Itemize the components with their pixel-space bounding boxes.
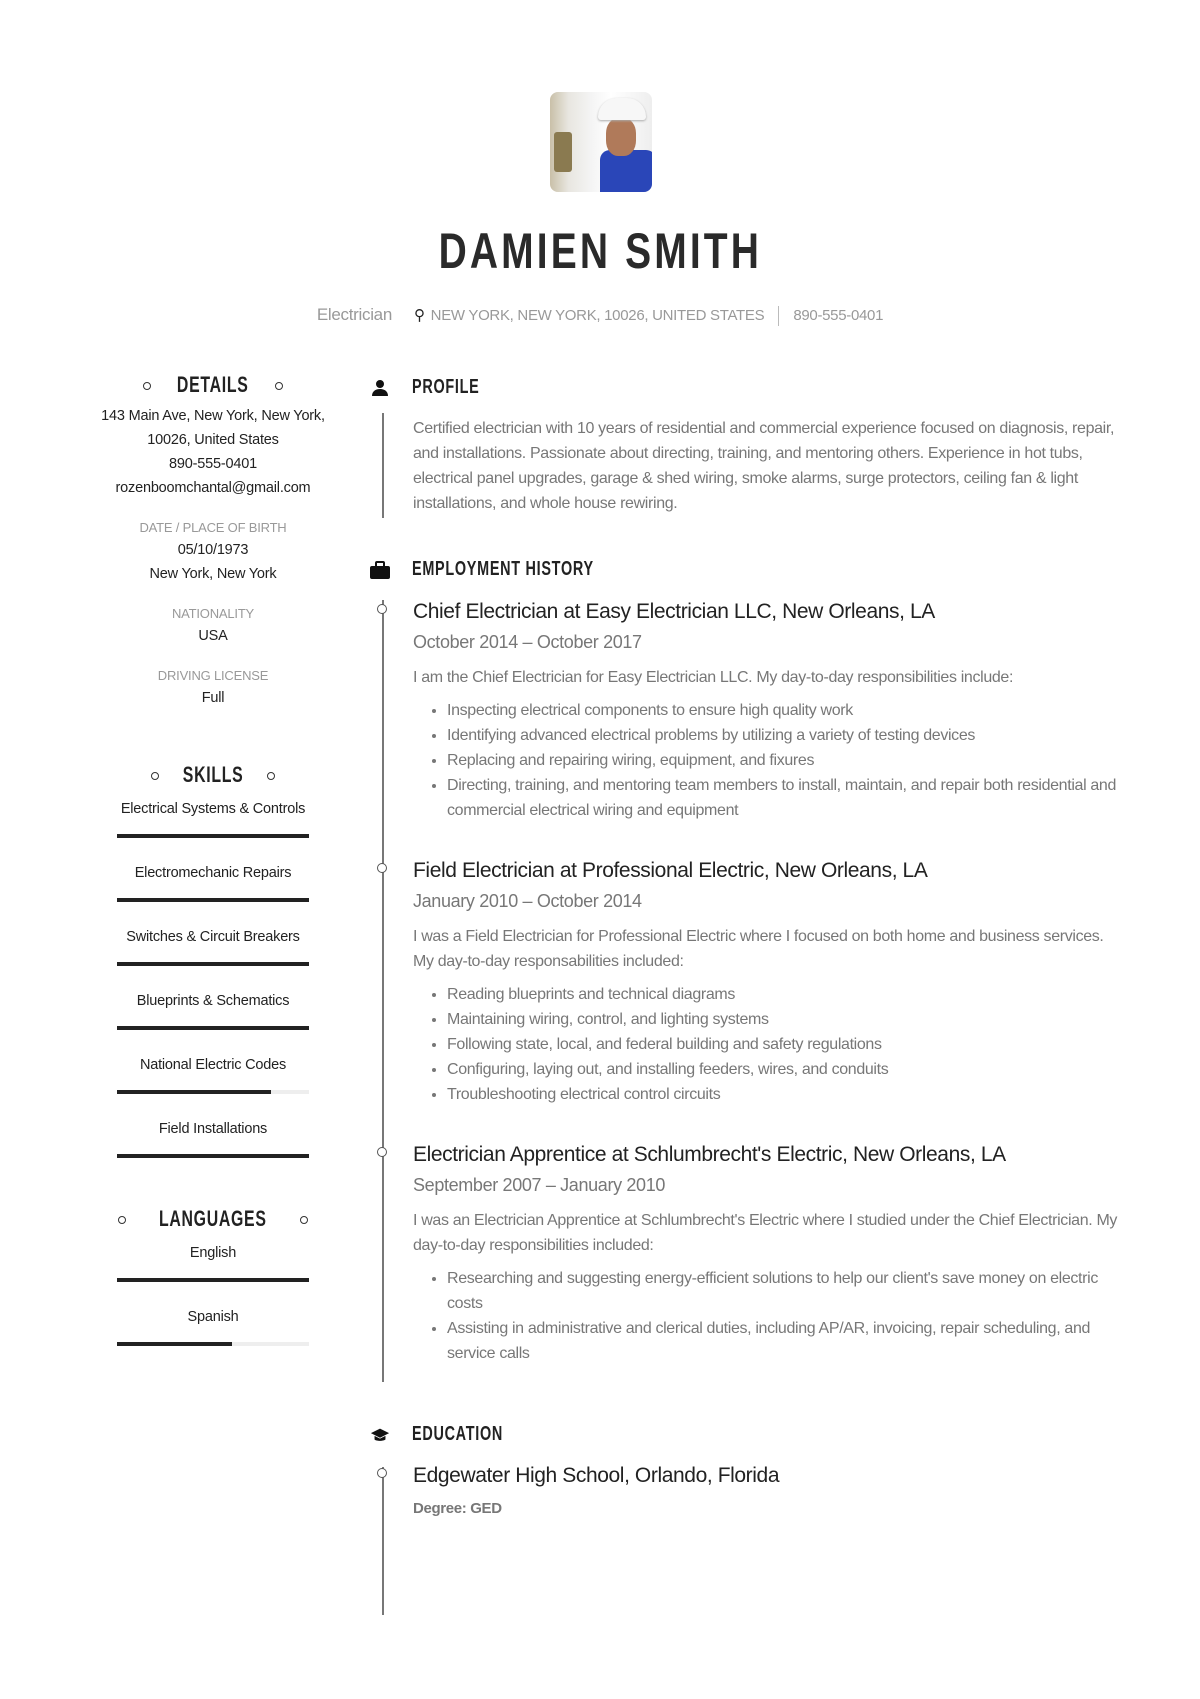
skills-heading: SKILLS (88, 762, 338, 788)
job-title: Field Electrician at Professional Electric, New Orleans, LA (413, 857, 1118, 885)
skill-item (88, 798, 338, 838)
level-fill (117, 898, 309, 902)
location-pin-icon: ⚲ (413, 307, 425, 324)
job-title: Electrician Apprentice at Schlumbrecht's Electric, New Orleans, LA (413, 1141, 1118, 1169)
candidate-name: DAMIEN SMITH (438, 223, 762, 279)
languages-level-bar (117, 1342, 309, 1346)
level-fill (117, 1342, 232, 1346)
job-bullet: • Assisting in administrative and clerical duties, including AP/AR, invoicing, repair scheduling, and service calls (447, 1316, 1118, 1366)
skills-name: National Electric Codes (139, 1057, 287, 1073)
license: Full (201, 690, 225, 706)
skills-name: Electrical Systems & Controls (120, 801, 306, 817)
job-bullet: • Researching and suggesting energy-efficient solutions to help our client's save money on electric costs (447, 1266, 1118, 1316)
skills-level-bar (117, 1026, 309, 1030)
license-label: DRIVING LICENSE (157, 668, 269, 683)
education-heading: EDUCATION (370, 1423, 538, 1446)
header-subline (0, 305, 1200, 326)
job-bullet: • Configuring, laying out, and installing feeders, wires, and conduits (447, 1057, 1118, 1082)
briefcase-icon (370, 560, 390, 580)
person-icon (370, 378, 390, 398)
job-bullets (447, 982, 1118, 1107)
birth-date: 05/10/1973 (177, 542, 249, 558)
profile-timeline (382, 413, 384, 518)
skills-level-bar (117, 834, 309, 838)
languages-list (88, 1242, 338, 1346)
degree: Degree: GED (413, 1500, 502, 1517)
level-fill (117, 1278, 309, 1282)
job-bullets (447, 1266, 1118, 1366)
job-bullet: • Directing, training, and mentoring team members to install, maintain, and repair both residential and commercial electrical wiring and equipment (447, 773, 1118, 823)
job-intro: I am the Chief Electrician for Easy Electrician LLC. My day-to-day responsibilities include: (413, 669, 1014, 686)
email-link[interactable]: rozenboomchantal@gmail.com (115, 480, 311, 496)
job-dates: October 2014 – October 2017 (413, 632, 642, 652)
skill-item (88, 862, 338, 902)
job-bullet: • Troubleshooting electrical control circuits (447, 1082, 1118, 1107)
address-line1: 143 Main Ave, New York, New York, (101, 408, 325, 424)
header-phone: 890-555-0401 (793, 307, 884, 324)
job-bullet: • Identifying advanced electrical problems by utilizing a variety of testing devices (447, 723, 1118, 748)
address-line2: 10026, United States (147, 432, 279, 448)
job-dates: January 2010 – October 2014 (413, 891, 642, 911)
job-bullets (447, 698, 1118, 823)
education-timeline (382, 1467, 384, 1615)
job-intro: I was a Field Electrician for Professional Electric where I focused on both home and business services. My day-to-day responsabilities included: (413, 928, 1104, 970)
details-phone: 890-555-0401 (169, 456, 257, 472)
language-item (88, 1306, 338, 1346)
skills-name: Blueprints & Schematics (136, 993, 290, 1009)
graduation-cap-icon (370, 1425, 390, 1445)
job-dates: September 2007 – January 2010 (413, 1175, 666, 1195)
level-fill (117, 962, 309, 966)
skills-name: Switches & Circuit Breakers (126, 929, 300, 945)
skills-level-bar (117, 962, 309, 966)
languages-name: English (189, 1245, 237, 1261)
profile-heading: PROFILE (370, 376, 506, 399)
skills-name: Field Installations (158, 1121, 268, 1137)
profile-text: Certified electrician with 10 years of residential and commercial experience focused on diagnosis, repair, and installations. Passionate about directing, training, and mentoring others. Experience in hot tubs, electrical panel upgrades, garage & shed wiring, smoke alarms, surge protectors, ceiling fan & light installations, and whole house rewiring. (413, 420, 1115, 512)
skills-level-bar (117, 1154, 309, 1158)
job-title: Electrician (316, 305, 392, 324)
language-item (88, 1242, 338, 1282)
skills-name: Electromechanic Repairs (134, 865, 292, 881)
level-fill (117, 834, 309, 838)
details-heading: DETAILS (88, 372, 338, 398)
skills-level-bar (117, 1090, 309, 1094)
employment-timeline (382, 600, 384, 1382)
employment-section (413, 598, 1118, 1366)
skills-list (88, 798, 338, 1158)
job-entry (413, 598, 1118, 823)
profile-photo (550, 92, 652, 192)
skill-item (88, 1118, 338, 1158)
job-bullet: • Inspecting electrical components to ensure high quality work (447, 698, 1118, 723)
languages-heading: LANGUAGES (88, 1206, 338, 1232)
job-bullet: • Following state, local, and federal building and safety regulations (447, 1032, 1118, 1057)
birth-label: DATE / PLACE OF BIRTH (139, 520, 287, 535)
location: NEW YORK, NEW YORK, 10026, UNITED STATES (430, 307, 765, 324)
job-entry (413, 857, 1118, 1107)
level-fill (117, 1090, 271, 1094)
skill-item (88, 990, 338, 1030)
job-bullet: • Reading blueprints and technical diagrams (447, 982, 1118, 1007)
languages-level-bar (117, 1278, 309, 1282)
sidebar (88, 372, 338, 1370)
languages-name: Spanish (187, 1309, 239, 1325)
school-name: Edgewater High School, Orlando, Florida (413, 1462, 1118, 1490)
job-bullet: • Maintaining wiring, control, and lighting systems (447, 1007, 1118, 1032)
education-section (413, 1462, 1118, 1517)
job-intro: I was an Electrician Apprentice at Schlumbrecht's Electric where I studied under the Chief Electrician. My day-to-day responsibilities included: (413, 1212, 1118, 1254)
level-fill (117, 1026, 309, 1030)
birth-place: New York, New York (149, 566, 277, 582)
job-bullet: • Replacing and repairing wiring, equipment, and fixures (447, 748, 1118, 773)
profile-section (413, 416, 1118, 516)
employment-heading: EMPLOYMENT HISTORY (370, 558, 664, 581)
level-fill (117, 1154, 309, 1158)
skill-item (88, 1054, 338, 1094)
skills-level-bar (117, 898, 309, 902)
nationality: USA (198, 628, 228, 644)
nationality-label: NATIONALITY (171, 606, 255, 621)
job-entry (413, 1141, 1118, 1366)
job-title: Chief Electrician at Easy Electrician LLC, New Orleans, LA (413, 598, 1118, 626)
divider (778, 306, 779, 326)
skill-item (88, 926, 338, 966)
